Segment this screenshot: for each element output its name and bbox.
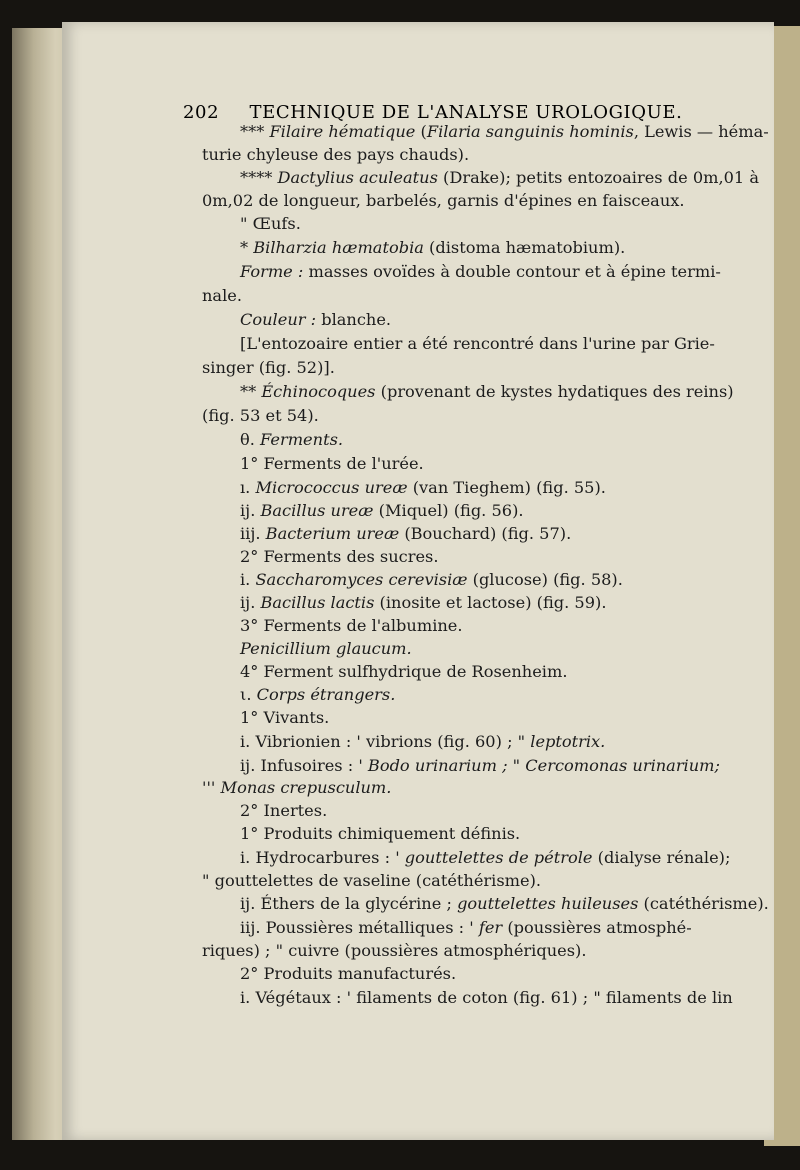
italic-text: Échinocoques — [261, 382, 376, 401]
text-line — [240, 501, 524, 520]
text-span: (Bouchard) (fig. 57). — [399, 524, 572, 543]
text-span: ij. Éthers de la glycérine ; — [240, 894, 458, 913]
italic-text: Saccharomyces cerevisiæ — [255, 570, 468, 589]
italic-text: Forme : — [240, 262, 304, 281]
text-line — [240, 122, 769, 141]
text-line — [240, 662, 567, 681]
text-span: **** — [240, 168, 278, 187]
text-line — [240, 454, 424, 473]
text-span: riques) ; " cuivre (poussières atmosphériques). — [202, 941, 587, 960]
text-line — [202, 941, 587, 960]
text-span: blanche. — [316, 310, 392, 329]
text-span: i. — [240, 570, 256, 589]
text-span: ij. — [240, 593, 261, 612]
text-line — [240, 524, 571, 543]
page-number: 202 — [183, 102, 220, 123]
text-span: ij. Infusoires : ' — [240, 756, 368, 775]
text-line — [240, 570, 623, 589]
text-line — [240, 964, 456, 983]
text-span: ** — [240, 382, 262, 401]
text-span: masses ovoïdes à double contour et à épine termi- — [303, 262, 721, 281]
text-line — [240, 168, 759, 187]
text-line — [240, 310, 391, 329]
italic-text: Penicillium glaucum. — [240, 639, 412, 658]
italic-text: Bacillus ureæ — [260, 501, 374, 520]
italic-text: Monas crepusculum. — [220, 778, 392, 797]
italic-text: Micrococcus ureæ — [255, 478, 408, 497]
text-line — [240, 430, 343, 449]
text-span: (glucose) (fig. 58). — [467, 570, 623, 589]
text-span: (van Tieghem) (fig. 55). — [407, 478, 606, 497]
text-span: θ. — [240, 430, 261, 449]
text-line — [240, 894, 769, 913]
text-span: * — [240, 238, 254, 257]
text-span: i. Végétaux : ' filaments de coton (fig. 61) ; " filaments de lin — [240, 988, 733, 1007]
text-span: , Lewis — héma- — [633, 122, 769, 141]
text-line — [240, 918, 692, 937]
text-span: " Œufs. — [240, 214, 301, 233]
book-page — [62, 22, 774, 1140]
italic-text: gouttelettes de pétrole — [404, 848, 593, 867]
text-line — [240, 732, 605, 751]
italic-text: Filaire hématique — [269, 122, 416, 141]
text-line — [202, 145, 469, 164]
text-line — [202, 406, 319, 425]
text-line — [240, 334, 715, 353]
italic-text: fer — [478, 918, 503, 937]
text-line — [202, 286, 242, 305]
text-span: (catéthérisme). — [638, 894, 769, 913]
text-span: " gouttelettes de vaseline (catéthérisme). — [202, 871, 542, 890]
text-line — [240, 382, 734, 401]
page-body — [162, 22, 772, 1140]
text-line — [202, 191, 685, 210]
text-span: 4° Ferment sulfhydrique de Rosenheim. — [240, 662, 568, 681]
italic-text: gouttelettes huileuses — [457, 894, 639, 913]
text-line — [202, 778, 391, 797]
text-span: 0m,02 de longueur, barbelés, garnis d'épines en faisceaux. — [202, 191, 685, 210]
text-line — [240, 988, 733, 1007]
text-span: (Miquel) (fig. 56). — [373, 501, 524, 520]
text-line — [240, 685, 395, 704]
text-span: 2° Ferments des sucres. — [240, 547, 439, 566]
text-span: (distoma hæmatobium). — [423, 238, 626, 257]
text-span: 1° Produits chimiquement définis. — [240, 824, 521, 843]
text-span: (dialyse rénale); — [592, 848, 731, 867]
text-line — [240, 616, 463, 635]
text-span: iij. Poussières métalliques : ' — [240, 918, 479, 937]
text-line — [240, 801, 327, 820]
text-line — [202, 358, 335, 377]
text-span: 1° Ferments de l'urée. — [240, 454, 424, 473]
text-span: iij. — [240, 524, 266, 543]
italic-text: Filaria sanguinis hominis — [426, 122, 634, 141]
text-line — [240, 214, 301, 233]
text-line — [240, 824, 520, 843]
text-span: i. Hydrocarbures : ' — [240, 848, 405, 867]
text-line — [240, 593, 606, 612]
running-title: TECHNIQUE DE L'ANALYSE UROLOGIQUE. — [249, 102, 683, 123]
text-span: ij. — [240, 501, 261, 520]
italic-text: Ferments. — [260, 430, 344, 449]
text-span: 3° Ferments de l'albumine. — [240, 616, 463, 635]
text-line — [240, 238, 625, 257]
text-line — [240, 639, 412, 658]
italic-text: Corps étrangers. — [256, 685, 396, 704]
text-span: ''' — [202, 778, 221, 797]
text-span: i. Vibrionien : ' vibrions (fig. 60) ; " — [240, 732, 531, 751]
text-line — [240, 478, 606, 497]
text-span: *** — [240, 122, 270, 141]
italic-text: Bacterium ureæ — [265, 524, 400, 543]
text-span: (inosite et lactose) (fig. 59). — [374, 593, 607, 612]
text-span: ı. — [240, 478, 256, 497]
italic-text: Bacillus lactis — [260, 593, 375, 612]
text-span: [L'entozoaire entier a été rencontré dans l'urine par Grie- — [240, 334, 715, 353]
text-span: ( — [415, 122, 427, 141]
text-line — [240, 848, 730, 867]
text-line — [202, 871, 541, 890]
text-span: (provenant de kystes hydatiques des reins) — [375, 382, 734, 401]
text-line — [240, 547, 438, 566]
italic-text: Bodo urinarium ; " Cercomonas urinarium; — [367, 756, 720, 775]
text-line — [240, 262, 721, 281]
text-span: (poussières atmosphé- — [502, 918, 692, 937]
italic-text: Bilharzia hæmatobia — [253, 238, 424, 257]
text-span: (Drake); petits entozoaires de 0m,01 à — [437, 168, 760, 187]
italic-text: Couleur : — [240, 310, 317, 329]
text-span: 2° Produits manufacturés. — [240, 964, 457, 983]
text-span: nale. — [202, 286, 242, 305]
text-span: 2° Inertes. — [240, 801, 328, 820]
text-span: ι. — [240, 685, 257, 704]
text-span: 1° Vivants. — [240, 708, 330, 727]
text-span: turie chyleuse des pays chauds). — [202, 145, 470, 164]
text-span: (fig. 53 et 54). — [202, 406, 319, 425]
text-line — [240, 708, 329, 727]
text-span: singer (fig. 52)]. — [202, 358, 335, 377]
text-line — [240, 756, 720, 775]
italic-text: Dactylius aculeatus — [277, 168, 438, 187]
italic-text: leptotrix. — [530, 732, 606, 751]
